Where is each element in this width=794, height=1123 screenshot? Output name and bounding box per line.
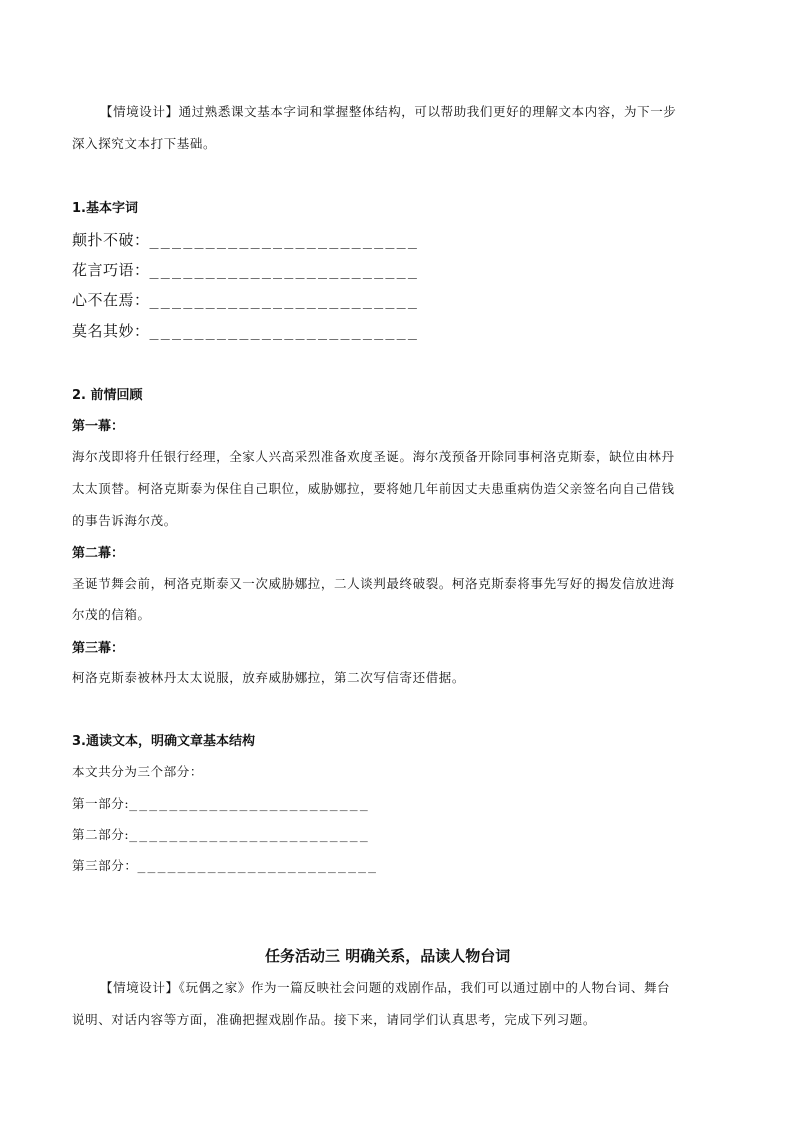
task-intro-line-1: 【情境设计】《玩偶之家》作为一篇反映社会问题的戏剧作品，我们可以通过剧中的人物台词、舞台: [100, 980, 671, 995]
part-item: [72, 856, 378, 874]
act-title: 第二幕：: [72, 546, 125, 561]
section3-intro: 本文共分为三个部分：: [72, 764, 204, 779]
task-title: 任务活动三 明确关系，品读人物台词: [265, 947, 511, 965]
part-item: [72, 825, 370, 843]
answer-blank[interactable]: ________________________: [137, 859, 379, 874]
vocab-item: [72, 320, 419, 341]
vocab-term: 花言巧语：: [72, 261, 150, 279]
act-text-line: 尔茂的信箱。: [72, 607, 151, 622]
task-intro-line-2: 说明、对话内容等方面，准确把握戏剧作品。接下来，请同学们认真思考，完成下列习题。: [72, 1012, 597, 1027]
intro-line-1: 【情境设计】通过熟悉课文基本字词和掌握整体结构，可以帮助我们更好的理解文本内容，为下一步: [100, 104, 677, 119]
answer-blank[interactable]: ________________________: [149, 322, 420, 340]
vocab-term: 颠扑不破：: [72, 231, 150, 249]
vocab-term: 莫名其妙：: [72, 322, 150, 340]
answer-blank[interactable]: ________________________: [149, 231, 420, 249]
vocab-item: [72, 289, 419, 310]
act-text-line: 海尔茂即将升任银行经理，全家人兴高采烈准备欢度圣诞。海尔茂预备开除同事柯洛克斯泰，缺位由林丹: [72, 449, 675, 464]
vocab-item: [72, 259, 419, 280]
answer-blank[interactable]: ________________________: [129, 797, 370, 812]
vocab-term: 心不在焉：: [72, 291, 150, 309]
act-text-line: 的事告诉海尔茂。: [72, 513, 177, 528]
part-label: 第三部分：: [72, 858, 138, 873]
act-text-line: 圣诞节舞会前，柯洛克斯泰又一次威胁娜拉，二人谈判最终破裂。柯洛克斯泰将事先写好的揭发信放进海: [72, 576, 675, 591]
answer-blank[interactable]: ________________________: [129, 828, 370, 843]
answer-blank[interactable]: ________________________: [149, 261, 420, 279]
part-label: 第一部分:: [72, 796, 130, 811]
part-label: 第二部分:: [72, 827, 130, 842]
section3-heading: 3.通读文本，明确文章基本结构: [72, 734, 255, 749]
intro-line-2: 深入探究文本打下基础。: [72, 136, 217, 151]
act-text-line: 太太顶替。柯洛克斯泰为保住自己职位，威胁娜拉，要将她几年前因丈夫患重病伪造父亲签名向自己借钱: [72, 481, 675, 496]
part-item: [72, 794, 370, 812]
act-title: 第一幕：: [72, 419, 125, 434]
vocab-item: [72, 229, 419, 250]
section2-heading: 2. 前情回顾: [72, 388, 143, 403]
answer-blank[interactable]: ________________________: [149, 291, 420, 309]
act-text-line: 柯洛克斯泰被林丹太太说服，放弃威胁娜拉，第二次写信寄还借据。: [72, 670, 466, 685]
act-title: 第三幕：: [72, 641, 125, 656]
section1-heading: 1.基本字词: [72, 201, 138, 216]
